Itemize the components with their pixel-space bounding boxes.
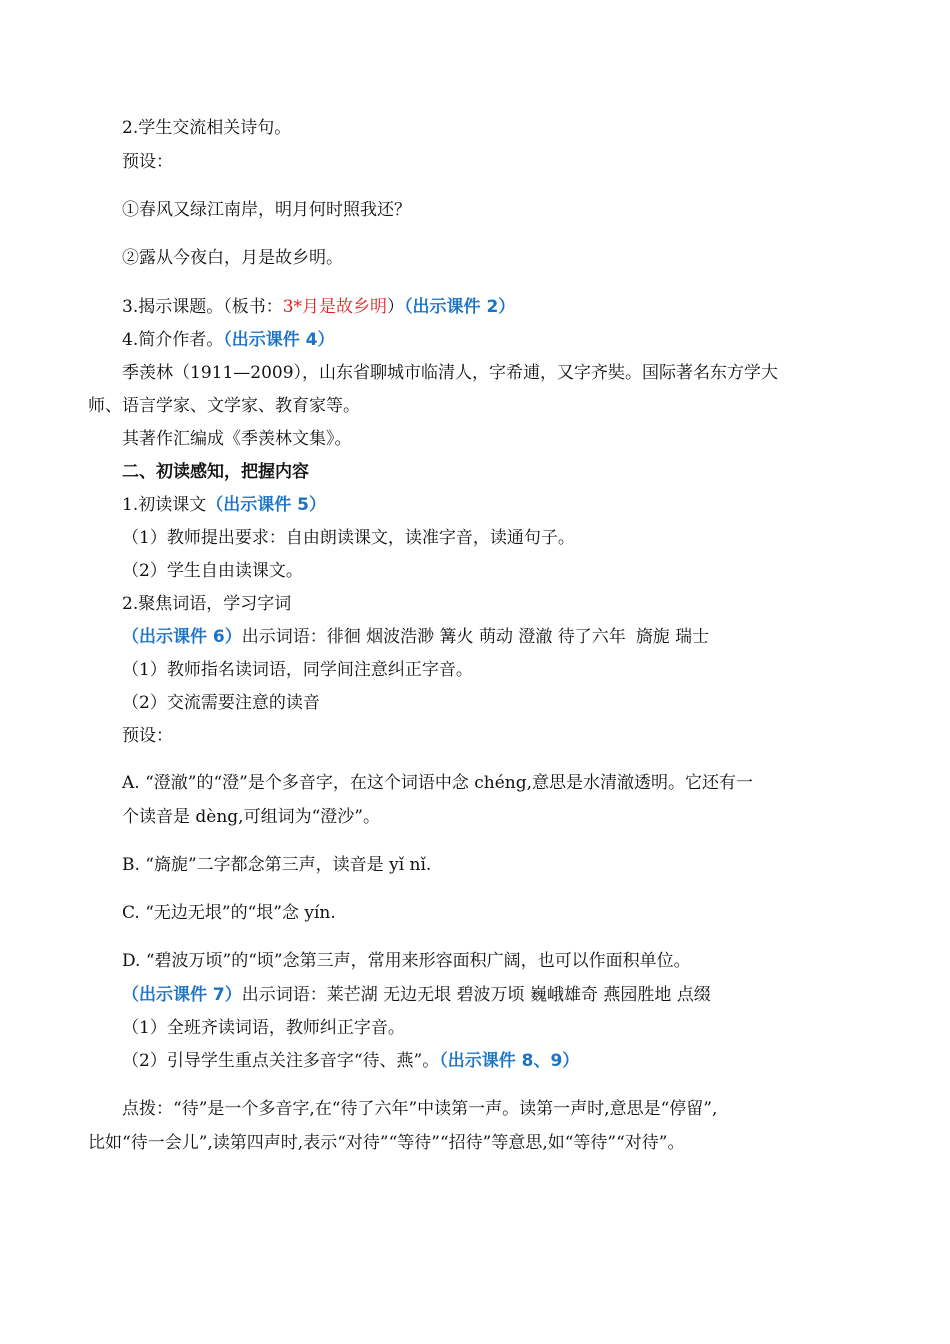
text-segment: （2）引导学生重点关注多音字“待、燕”。: [122, 1051, 440, 1071]
text-line: [122, 296, 515, 318]
courseware-ref: （出示课件 5）: [206, 495, 326, 515]
text-line: C. “无边无垠”的“垠”念 yín.: [122, 903, 336, 923]
text-line: 点拨：“待”是一个多音字,在“待了六年”中读第一声。读第一声时,意思是“停留”,: [122, 1099, 718, 1119]
text-line: （1）教师指名读词语，同学间注意纠正字音。: [122, 660, 473, 680]
text-line: 预设：: [122, 726, 173, 746]
board-title: 3*月是故乡明: [282, 297, 388, 317]
text-line: A. “澄澈”的“澄”是个多音字，在这个词语中念 chéng,意思是水清澈透明。它还有一: [122, 773, 754, 793]
section-heading: 二、初读感知，把握内容: [122, 462, 309, 482]
text-line: 师、语言学家、文学家、教育家等。: [88, 396, 360, 416]
text-line: 预设：: [122, 152, 173, 172]
text-line: （1）教师提出要求：自由朗读课文，读准字音，读通句子。: [122, 528, 575, 548]
text-line: 季羡林（1911—2009），山东省聊城市临清人，字希逋，又字齐奘。国际著名东方学大: [122, 363, 779, 383]
text-line: ②露从今夜白，月是故乡明。: [122, 248, 343, 268]
text-line: [122, 626, 709, 648]
text-segment: 出示词语：徘徊 烟波浩渺 篝火 萌动 澄澈 待了六年: [241, 627, 626, 647]
text-line: （2）学生自由读课文。: [122, 561, 303, 581]
text-line: [122, 329, 334, 351]
text-segment: 出示词语：莱芒湖 无边无垠 碧波万顷 巍峨雄奇 燕园胜地 点缀: [241, 985, 711, 1005]
courseware-ref: （出示课件 2）: [404, 297, 516, 317]
text-line: ①春风又绿江南岸，明月何时照我还？: [122, 200, 411, 220]
courseware-ref: （出示课件 7）: [122, 985, 242, 1005]
text-line: 比如“待一会儿”,读第四声时,表示“对待”“等待”“招待”等意思,如“等待”“对待”。: [88, 1133, 685, 1153]
text-line: 其著作汇编成《季羡林文集》。: [122, 429, 352, 449]
courseware-ref: （出示课件 6）: [122, 627, 242, 647]
text-line: [122, 984, 711, 1006]
text-line: 个读音是 dèng,可组词为“澄沙”。: [122, 807, 380, 827]
text-segment: 3.揭示课题。（板书：: [122, 297, 283, 317]
text-line: D. “碧波万顷”的“顷”念第三声，常用来形容面积广阔，也可以作面积单位。: [122, 951, 691, 971]
text-segment: ）: [387, 297, 405, 317]
text-line: （2）交流需要注意的读音: [122, 693, 320, 713]
text-segment: 旖旎 瑞士: [635, 627, 710, 647]
text-line: B. “旖旎”二字都念第三声，读音是 yǐ nǐ.: [122, 855, 432, 875]
text-line: 2.聚焦词语，学习字词: [122, 594, 292, 614]
text-line: 2.学生交流相关诗句。: [122, 118, 292, 138]
text-line: [122, 494, 326, 516]
courseware-ref: （出示课件 8、9）: [439, 1051, 580, 1071]
text-segment: 1.初读课文: [122, 495, 207, 515]
text-line: （1）全班齐读词语，教师纠正字音。: [122, 1018, 405, 1038]
text-line: [122, 1050, 579, 1072]
courseware-ref: （出示课件 4）: [223, 330, 335, 350]
text-segment: 4.简介作者。: [122, 330, 224, 350]
